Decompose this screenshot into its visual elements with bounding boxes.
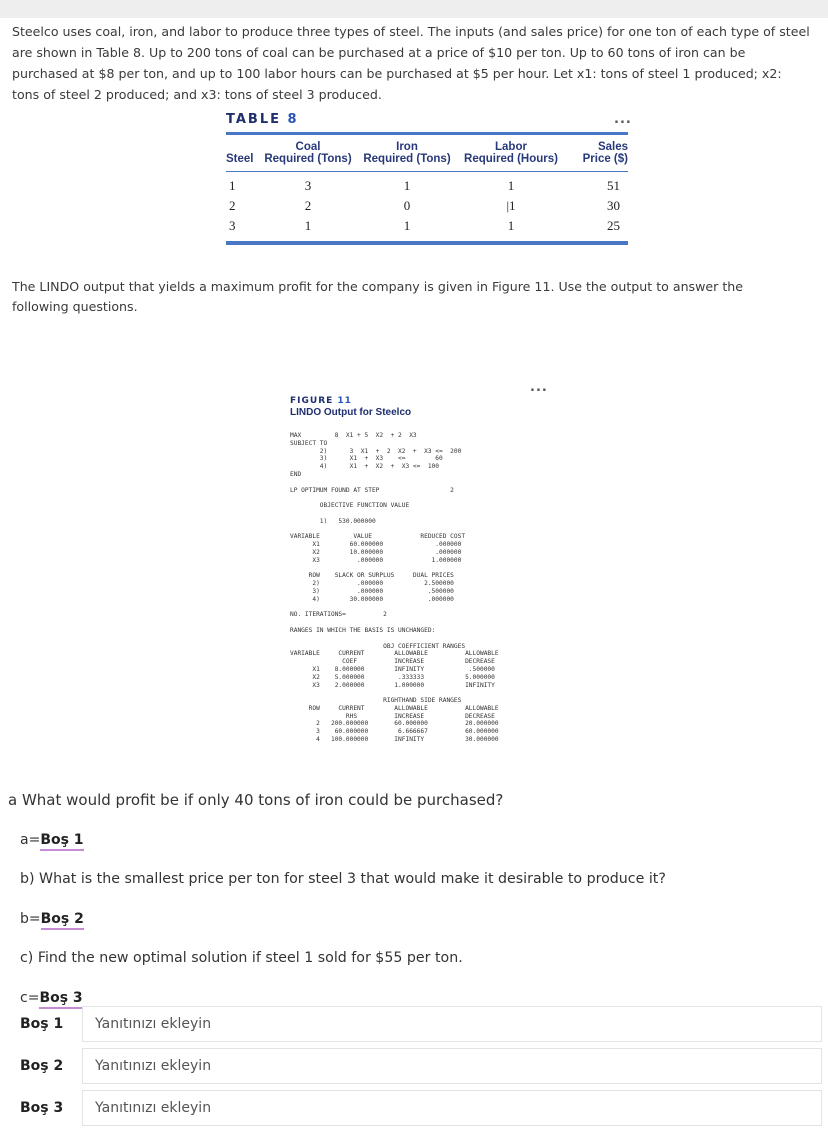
table-cell: 1 (507, 178, 515, 193)
header-steel: Steel (226, 153, 254, 165)
lindo-output: MAX 8 X1 + 5 X2 + 2 X3 SUBJECT TO 2) 3 X1 + 2 X2 + X3 <= 200 3) X1 + X3 <= 60 4) X1 + X2 + X3 <= 100 END LP OPTIMUM FOUND AT STEP 2 OBJECTIVE FUNCTION VALUE 1) 530.000000 VARIABLE VALUE REDUCED COST X1 60.000000 .000000 X2 10.000000 .000000 X3 .000000 1.000000 ROW SLACK OR SURPLUS DUAL PRICES 2) .000000 2.500000 3) .000000 .500000 4) 30.000000 .000000 NO. ITERATIONS= 2 RANGES IN WHICH THE BASIS IS UNCHANGED: OBJ COEFFICIENT RANGES VARIABLE CURRENT ALLOWABLE ALLOWABLE COEF INCREASE DECREASE X1 8.000000 INFINITY .500000 X2 5.000000 .333333 5.000000 X3 2.000000 1.000000 INFINITY RIGHTHAND SIDE RANGES ROW CURRENT ALLOWABLE ALLOWABLE RHS INCREASE DECREASE 2 200.000000 60.000000 20.000000 3 60.000000 6.666667 60.000000 4 100.000000 INFINITY 30.000000 (290, 432, 499, 744)
table-cell: 51 (607, 178, 620, 193)
table-row (226, 196, 628, 216)
table-cell: 1 (229, 178, 236, 193)
table-row (226, 216, 628, 236)
blank-label-2: Boş 2 (20, 1058, 64, 1074)
header-coal: Coal Required (Tons) (264, 141, 352, 165)
header-iron: Iron Required (Tons) (363, 141, 451, 165)
table-cell: 1 (403, 218, 411, 233)
table-body (226, 172, 628, 236)
answer-b-blank[interactable]: Boş 2 (41, 911, 84, 930)
table-row (226, 176, 628, 196)
answer-c-blank[interactable]: Boş 3 (39, 990, 82, 1009)
figure-title: LINDO Output for Steelco (290, 407, 412, 418)
figure-intro-text: The LINDO output that yields a maximum profit for the company is given in Figure 11. Use the output to answer the following questions. (12, 279, 744, 314)
intro-text: Steelco uses coal, iron, and labor to produce three types of steel. The inputs (and sales price) for one ton of each type of steel are shown in Table 8. Up to 200 tons of coal can be purchased at a price of $10 per ton. Up to 60 tons of iron can be purchased at $8 per ton, and up to 100 labor hours can be purchased at $5 per hour. Let x1: tons of steel 1 produced; x2: tons of steel 2 produced; and x3: tons of steel 3 produced. (12, 24, 810, 102)
table-cell: 3 (304, 178, 312, 193)
table-rule-bottom (226, 241, 628, 245)
table-menu-icon[interactable]: ... (614, 112, 632, 127)
table-title: TABLE 8 (226, 112, 299, 127)
answer-b: b=Boş 2 (20, 911, 84, 927)
blank-label-3: Boş 3 (20, 1100, 64, 1116)
figure-label: FIGURE 11 (290, 396, 352, 406)
header-price: Sales Price ($) (582, 141, 628, 165)
table-header-row (226, 135, 628, 171)
answer-a-blank[interactable]: Boş 1 (40, 832, 83, 851)
table-cell: 25 (607, 218, 620, 233)
question-b: b) What is the smallest price per ton for steel 3 that would make it desirable to produce it? (20, 871, 666, 887)
blank-input-3[interactable] (82, 1090, 822, 1126)
table-cell: 2 (304, 198, 312, 213)
answer-c: c=Boş 3 (20, 990, 83, 1006)
blank-row-2 (0, 1048, 828, 1086)
blank-row-3 (0, 1090, 828, 1128)
table-cell: 1 (403, 178, 411, 193)
blank-label-1: Boş 1 (20, 1016, 64, 1032)
blank-row-1 (0, 1006, 828, 1044)
answer-a: a=Boş 1 (20, 832, 84, 848)
table-cell: 1 (507, 218, 515, 233)
blank-input-2[interactable] (82, 1048, 822, 1084)
table-cell: 0 (403, 198, 411, 213)
top-bar (0, 0, 828, 18)
blank-input-1[interactable] (82, 1006, 822, 1042)
table-cell: 30 (607, 198, 620, 213)
header-labor: Labor Required (Hours) (464, 141, 558, 165)
question-c: c) Find the new optimal solution if steel 1 sold for $55 per ton. (20, 950, 463, 966)
question-page (0, 18, 828, 1142)
question-a: a What would profit be if only 40 tons of iron could be purchased? (8, 791, 504, 809)
table-cell: 2 (229, 198, 236, 213)
table-cell: |1 (506, 198, 516, 213)
table-cell: 3 (229, 218, 236, 233)
table-8 (226, 112, 628, 245)
table-cell: 1 (304, 218, 312, 233)
figure-menu-icon[interactable]: ... (530, 380, 548, 395)
figure-11 (290, 396, 550, 744)
